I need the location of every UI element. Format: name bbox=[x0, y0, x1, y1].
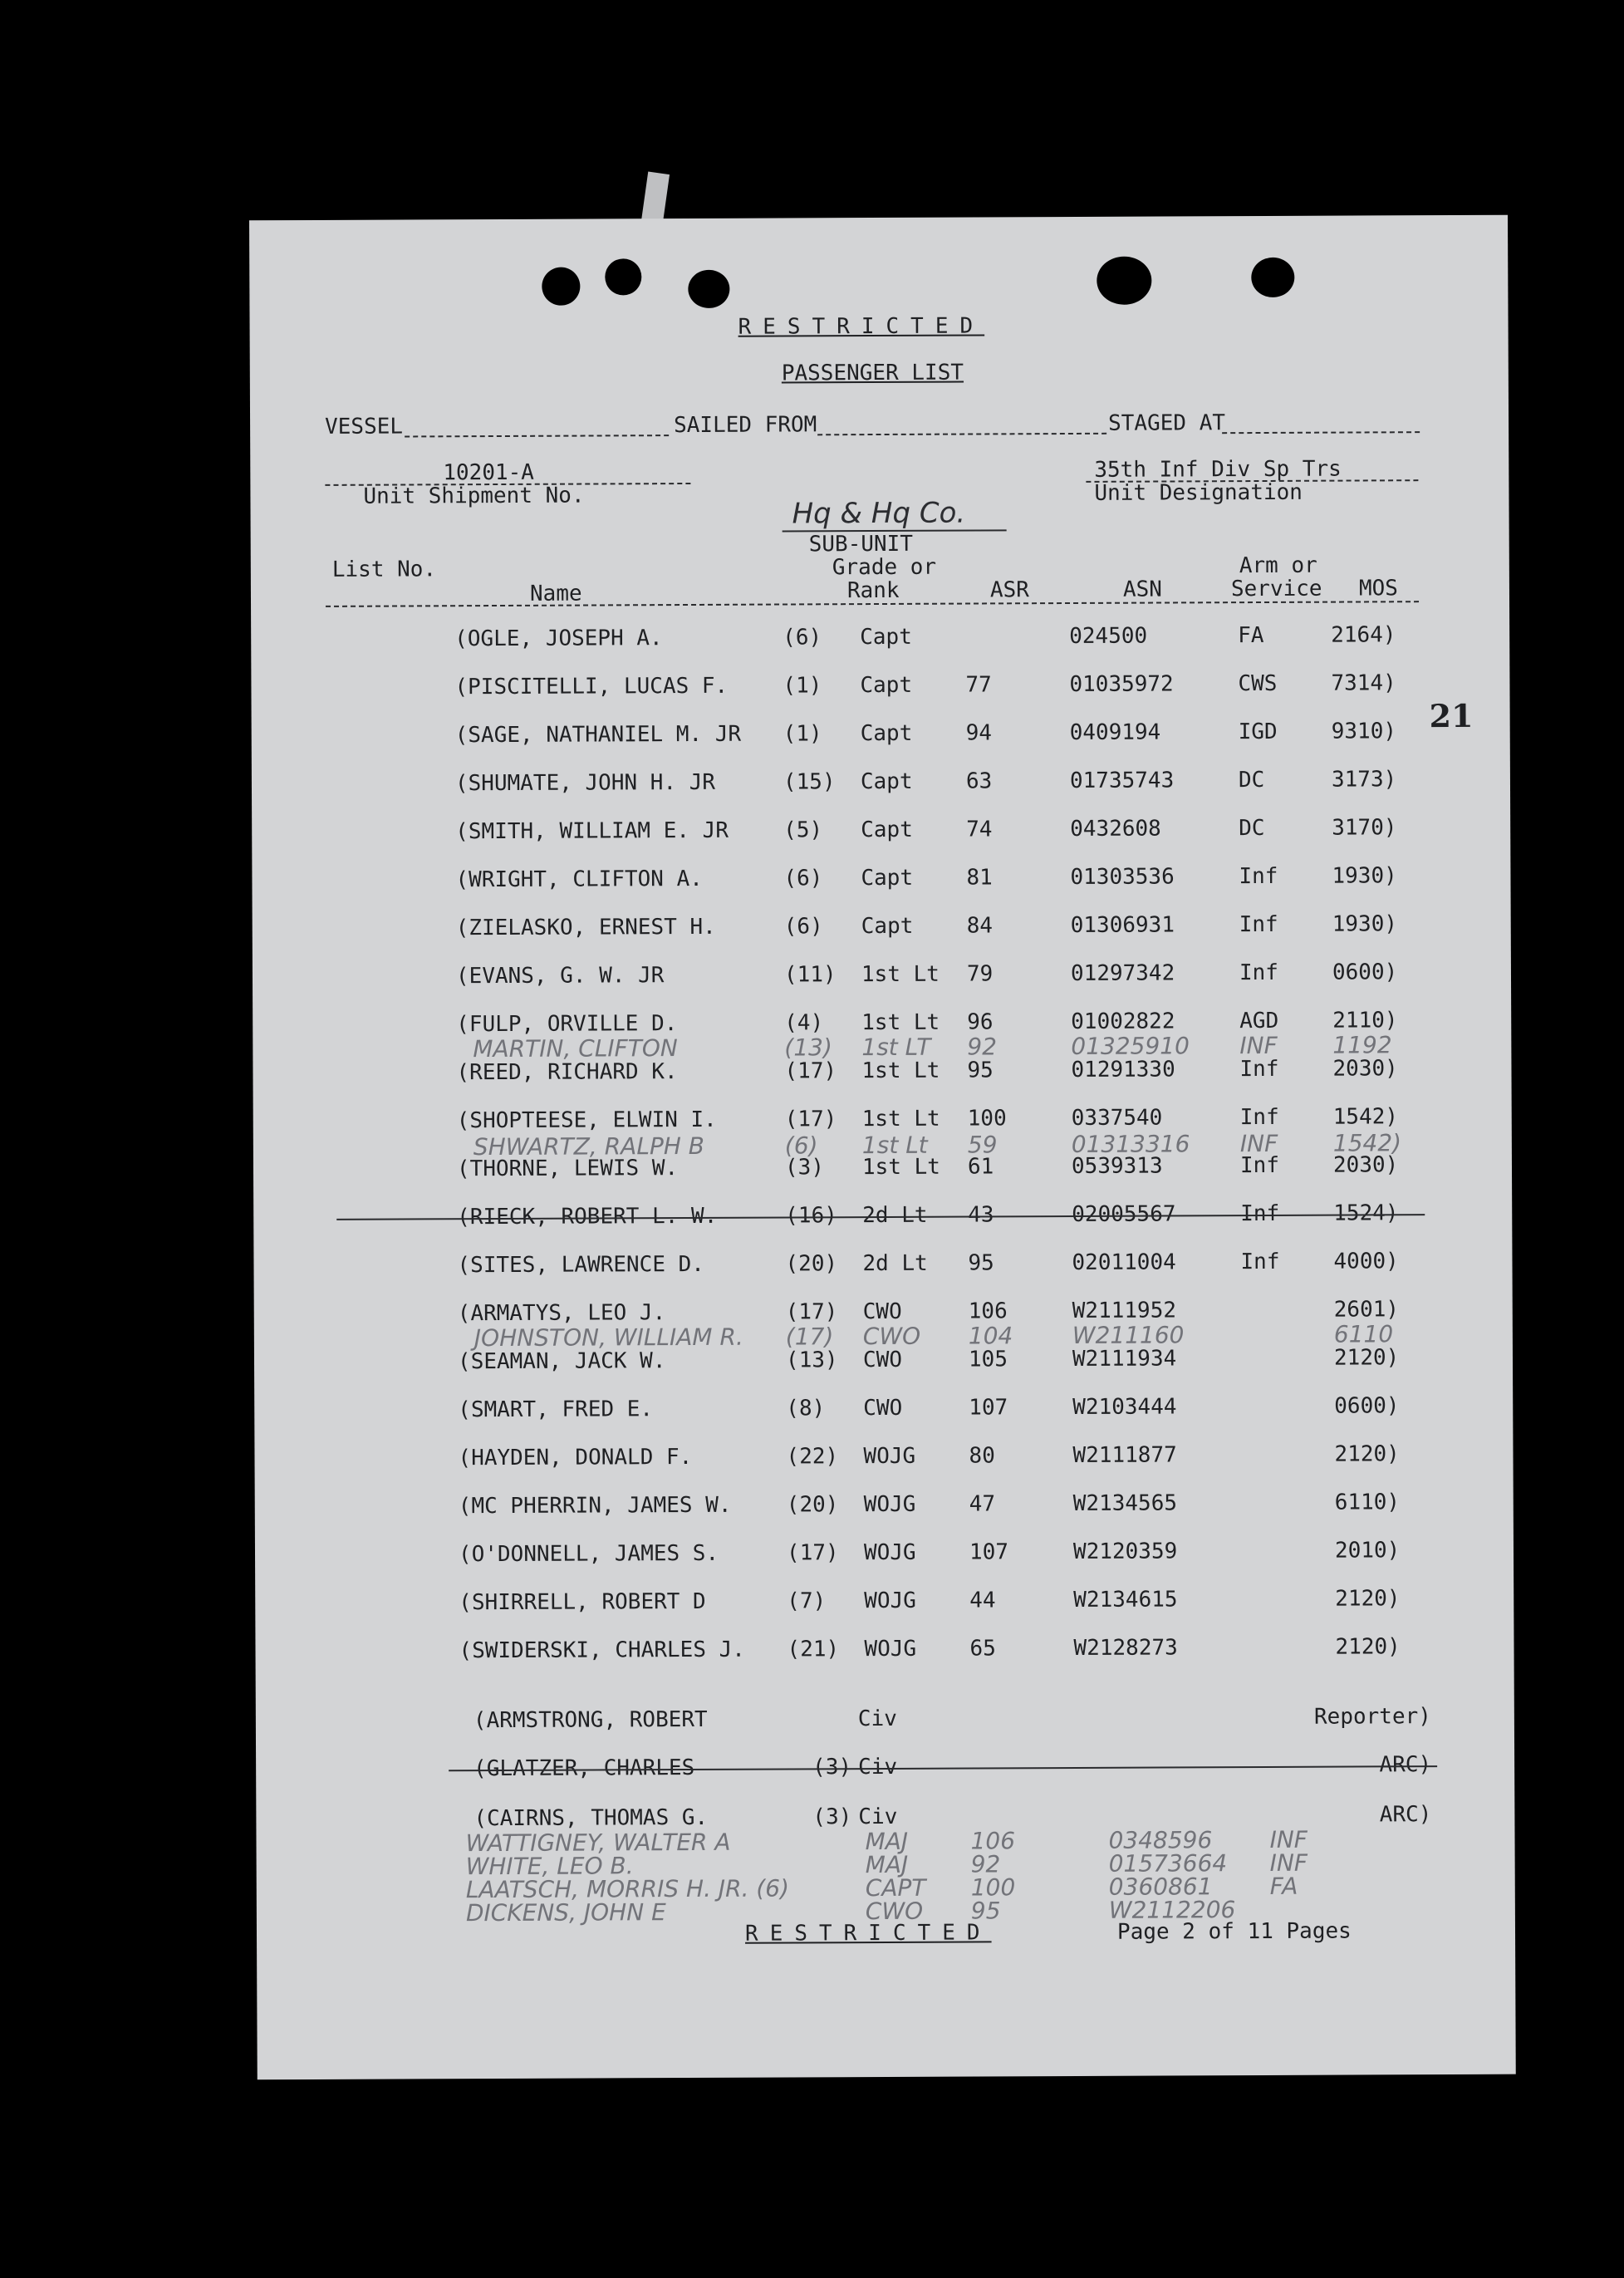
hw-cell-name: WHITE, LEO B. bbox=[465, 1852, 634, 1881]
table-row bbox=[255, 1490, 1514, 1529]
cell-asn: W2111952 bbox=[1072, 1298, 1177, 1323]
cell-asr: 74 bbox=[966, 817, 993, 842]
cell-rank: Civ bbox=[858, 1754, 898, 1780]
cell-name: (EVANS, G. W. JR bbox=[455, 963, 665, 989]
classification-top: RESTRICTED bbox=[738, 313, 985, 340]
cell-rank: WOJG bbox=[864, 1588, 916, 1614]
cell-grd: (1) bbox=[783, 721, 822, 747]
cell-mos: 3173) bbox=[1331, 767, 1397, 793]
cell-asr: 79 bbox=[966, 961, 994, 987]
unit-designation-label: Unit Designation bbox=[1094, 479, 1303, 506]
cell-asr: 84 bbox=[966, 913, 994, 939]
handwritten-row bbox=[253, 1129, 1512, 1163]
cell-asn: W2111934 bbox=[1072, 1346, 1177, 1372]
cell-grd: (3) bbox=[812, 1755, 852, 1780]
cell-name: (THORNE, LEWIS W. bbox=[456, 1156, 679, 1182]
hw-cell-asr: 106 bbox=[970, 1827, 1016, 1855]
cell-name: (SWIDERSKI, CHARLES J. bbox=[459, 1637, 745, 1664]
cell-asr: 107 bbox=[969, 1395, 1008, 1421]
cell-grd: (6) bbox=[783, 866, 823, 891]
punch-hole bbox=[605, 258, 641, 295]
cell-grd: (6) bbox=[783, 625, 822, 651]
cell-asn: 024500 bbox=[1069, 623, 1148, 650]
hw-cell-rank: 1st LT bbox=[861, 1033, 931, 1062]
cell-name: (CAIRNS, THOMAS G. bbox=[473, 1804, 709, 1832]
unit-shipment-value: 10201-A bbox=[443, 459, 534, 486]
cell-mos: 9310) bbox=[1331, 719, 1397, 744]
cell-name: (REED, RICHARD K. bbox=[456, 1059, 678, 1086]
hw-cell-asn: 0348596 bbox=[1108, 1826, 1213, 1854]
table-row bbox=[253, 1249, 1512, 1288]
hw-cell-rank: CWO bbox=[865, 1897, 924, 1926]
cell-asr: 105 bbox=[968, 1347, 1008, 1372]
cell-mos: 2164) bbox=[1331, 622, 1396, 648]
cell-arm: FA bbox=[1238, 622, 1264, 649]
cell-asr: 81 bbox=[966, 865, 993, 891]
table-row bbox=[252, 863, 1510, 902]
cell-mos: 2120) bbox=[1333, 1345, 1400, 1371]
classification-bottom: RESTRICTED bbox=[744, 1920, 992, 1947]
cell-grd: (3) bbox=[812, 1804, 852, 1830]
cell-name: (PISCITELLI, LUCAS F. bbox=[454, 673, 729, 700]
hw-cell-name: SHWARTZ, RALPH B bbox=[473, 1132, 705, 1161]
hw-cell-name: LAATSCH, MORRIS H. JR. (6) bbox=[465, 1874, 790, 1904]
hw-cell-grd: (13) bbox=[784, 1033, 832, 1062]
cell-mos: 2030) bbox=[1332, 1056, 1398, 1082]
cell-asn: 01291330 bbox=[1071, 1057, 1175, 1083]
cell-name: (RIECK, ROBERT L. W. bbox=[457, 1203, 718, 1230]
cell-mos: 0600) bbox=[1332, 960, 1398, 985]
cell-mos: 2030) bbox=[1332, 1152, 1399, 1178]
cell-arm: Inf bbox=[1239, 1152, 1280, 1179]
vessel-label: VESSEL bbox=[325, 414, 404, 439]
table-row bbox=[252, 815, 1510, 854]
cell-asn: 02005567 bbox=[1072, 1201, 1176, 1227]
cell-grd: (7) bbox=[787, 1588, 827, 1614]
cell-rank: CWO bbox=[863, 1395, 903, 1421]
cell-arm: Inf bbox=[1239, 1056, 1279, 1083]
staged-at-line bbox=[1222, 431, 1420, 434]
cell-asr: 96 bbox=[967, 1009, 994, 1035]
cell-asn: 0539313 bbox=[1071, 1153, 1163, 1179]
cell-grd: (17) bbox=[785, 1299, 838, 1325]
cell-name: (SHUMATE, JOHN H. JR bbox=[454, 769, 716, 797]
cell-name: (MC PHERRIN, JAMES W. bbox=[458, 1492, 732, 1519]
table-row bbox=[251, 670, 1509, 709]
col-asr: ASR bbox=[989, 577, 1029, 603]
cell-grd: (15) bbox=[783, 769, 836, 795]
cell-asn: 01035972 bbox=[1069, 671, 1174, 698]
page-info: Page 2 of 11 Pages bbox=[1116, 1918, 1352, 1945]
page-mark: 21 bbox=[1429, 696, 1474, 735]
cell-asn: 0432608 bbox=[1070, 816, 1161, 842]
punch-hole bbox=[1097, 257, 1151, 305]
handwritten-row bbox=[253, 1031, 1511, 1065]
col-list-no: List No. bbox=[331, 557, 437, 582]
cell-rank: Capt bbox=[860, 672, 913, 699]
cell-role: ARC) bbox=[1379, 1752, 1432, 1778]
hw-cell-arm: INF bbox=[1239, 1031, 1278, 1060]
hw-cell-asr: 104 bbox=[968, 1322, 1013, 1350]
cell-asn: W2134615 bbox=[1073, 1587, 1178, 1613]
table-row bbox=[255, 1538, 1514, 1577]
table-row bbox=[253, 960, 1511, 999]
cell-name: (SHIRRELL, ROBERT D bbox=[459, 1588, 706, 1616]
cell-grd: (8) bbox=[786, 1396, 826, 1421]
cell-asn: 02011004 bbox=[1072, 1249, 1176, 1275]
cell-asn: 0337540 bbox=[1071, 1105, 1163, 1131]
hw-cell-asn: 01573664 bbox=[1108, 1849, 1228, 1878]
cell-name: (O'DONNELL, JAMES S. bbox=[458, 1540, 719, 1568]
cell-rank: Capt bbox=[861, 913, 914, 940]
hw-cell-asr: 100 bbox=[970, 1873, 1016, 1902]
hw-cell-rank: 1st Lt bbox=[861, 1131, 928, 1160]
cell-asn: 01735743 bbox=[1069, 768, 1175, 794]
cell-grd: (13) bbox=[785, 1348, 838, 1373]
cell-grd: (4) bbox=[784, 1010, 824, 1036]
punch-hole bbox=[1251, 258, 1294, 297]
cell-arm: Inf bbox=[1240, 1249, 1280, 1275]
table-row bbox=[253, 911, 1511, 950]
cell-arm: DC bbox=[1239, 815, 1265, 842]
hw-cell-rank: CAPT bbox=[865, 1873, 926, 1902]
cell-role: ARC) bbox=[1379, 1802, 1432, 1828]
cell-asr: 44 bbox=[969, 1588, 996, 1613]
cell-grd: (17) bbox=[786, 1540, 839, 1566]
punch-hole bbox=[688, 270, 729, 308]
hw-cell-mos: 1542) bbox=[1332, 1129, 1402, 1157]
hw-cell-arm: FA bbox=[1269, 1872, 1298, 1900]
cell-grd: (17) bbox=[784, 1107, 837, 1132]
hw-cell-arm: INF bbox=[1269, 1825, 1308, 1853]
cell-asn: W2134565 bbox=[1072, 1490, 1178, 1516]
unit-shipment-label: Unit Shipment No. bbox=[363, 483, 585, 509]
cell-asr: 65 bbox=[969, 1636, 996, 1662]
cell-asn: 0409194 bbox=[1069, 719, 1161, 746]
cell-mos: 1930) bbox=[1332, 863, 1397, 889]
cell-asr: 107 bbox=[969, 1539, 1009, 1565]
hw-cell-mos: 1192 bbox=[1332, 1031, 1392, 1059]
table-row bbox=[255, 1634, 1514, 1673]
passenger-list-page bbox=[249, 215, 1516, 2080]
cell-asr: 95 bbox=[968, 1250, 994, 1276]
cell-rank: 2d Lt bbox=[862, 1202, 928, 1229]
hw-cell-rank: MAJ bbox=[865, 1850, 909, 1879]
table-row bbox=[255, 1586, 1514, 1625]
cell-rank: 2d Lt bbox=[862, 1250, 928, 1277]
cell-name: (GLATZER, CHARLES bbox=[473, 1755, 695, 1782]
cell-grd: (5) bbox=[783, 817, 823, 843]
hw-cell-grd: (6) bbox=[784, 1132, 818, 1160]
cell-name: (WRIGHT, CLIFTON A. bbox=[455, 866, 703, 893]
col-name: Name bbox=[529, 581, 582, 606]
hw-cell-grd: (17) bbox=[785, 1323, 834, 1351]
cell-grd: (22) bbox=[786, 1444, 839, 1470]
hw-cell-name: MARTIN, CLIFTON bbox=[473, 1034, 678, 1063]
cell-role: Reporter) bbox=[1313, 1704, 1431, 1730]
cell-mos: 2120) bbox=[1335, 1634, 1401, 1660]
vessel-line bbox=[405, 434, 669, 437]
cell-name: (ARMSTRONG, ROBERT bbox=[473, 1706, 708, 1734]
hw-cell-asn: 01325910 bbox=[1071, 1032, 1190, 1060]
cell-asn: 01306931 bbox=[1070, 912, 1175, 938]
cell-arm: Inf bbox=[1239, 960, 1279, 986]
cell-mos: 7314) bbox=[1331, 670, 1396, 696]
civilian-row bbox=[256, 1704, 1514, 1743]
cell-rank: WOJG bbox=[863, 1539, 916, 1566]
civilian-row bbox=[256, 1752, 1514, 1791]
cell-mos: 4000) bbox=[1333, 1249, 1399, 1274]
cell-asr: 63 bbox=[965, 768, 993, 794]
cell-grd: (17) bbox=[784, 1058, 837, 1084]
col-arm-2: Service bbox=[1230, 576, 1322, 602]
cell-grd: (20) bbox=[786, 1492, 839, 1518]
cell-name: (SAGE, NATHANIEL M. JR bbox=[454, 721, 742, 749]
table-row bbox=[252, 719, 1510, 758]
list-title: PASSENGER LIST bbox=[781, 360, 964, 386]
cell-rank: Civ bbox=[857, 1706, 897, 1732]
cell-arm: IGD bbox=[1238, 719, 1278, 745]
cell-mos: 2120) bbox=[1335, 1586, 1401, 1612]
cell-arm: AGD bbox=[1239, 1008, 1279, 1034]
hw-cell-rank: MAJ bbox=[865, 1827, 909, 1856]
cell-mos: 1542) bbox=[1332, 1104, 1399, 1130]
handwritten-row bbox=[254, 1320, 1513, 1354]
cell-grd: (6) bbox=[783, 914, 823, 940]
sub-unit-handwritten: Hq & Hq Co. bbox=[792, 496, 966, 531]
col-mos: MOS bbox=[1358, 576, 1398, 601]
cell-mos: 1524) bbox=[1333, 1200, 1399, 1226]
paper-tab bbox=[641, 171, 670, 223]
cell-grd: (3) bbox=[784, 1155, 825, 1181]
cell-asr: 77 bbox=[965, 672, 992, 698]
cell-mos: 2601) bbox=[1333, 1297, 1400, 1323]
hw-cell-name: WATTIGNEY, WALTER A bbox=[465, 1828, 731, 1858]
hw-cell-asr: 92 bbox=[967, 1033, 998, 1061]
cell-name: (SITES, LAWRENCE D. bbox=[457, 1251, 704, 1279]
sailed-from-line bbox=[817, 433, 1106, 436]
hw-cell-arm: INF bbox=[1269, 1848, 1308, 1877]
cell-name: (HAYDEN, DONALD F. bbox=[458, 1444, 693, 1471]
unit-designation-value: 35th Inf Div Sp Trs bbox=[1094, 456, 1342, 483]
cell-mos: 2010) bbox=[1334, 1538, 1401, 1564]
cell-rank: 1st Lt bbox=[861, 1009, 940, 1036]
cell-name: (SEAMAN, JACK W. bbox=[457, 1348, 666, 1375]
cell-name: (SHOPTEESE, ELWIN I. bbox=[456, 1107, 717, 1134]
cell-arm: Inf bbox=[1240, 1200, 1280, 1227]
col-asn: ASN bbox=[1122, 577, 1162, 602]
cell-grd: (1) bbox=[783, 673, 822, 699]
cell-grd: (16) bbox=[785, 1203, 837, 1229]
cell-name: (ARMATYS, LEO J. bbox=[457, 1300, 666, 1327]
hw-cell-name: DICKENS, JOHN E bbox=[465, 1898, 666, 1927]
cell-asn: 01297342 bbox=[1070, 960, 1175, 986]
cell-mos: 1930) bbox=[1332, 911, 1398, 937]
cell-rank: 1st Lt bbox=[861, 961, 940, 988]
hw-cell-rank: CWO bbox=[862, 1322, 921, 1351]
cell-rank: Capt bbox=[860, 768, 913, 795]
cell-rank: 1st Lt bbox=[861, 1106, 940, 1132]
cell-rank: WOJG bbox=[864, 1636, 917, 1662]
hw-cell-arm: INF bbox=[1239, 1129, 1278, 1158]
cell-mos: 0600) bbox=[1334, 1393, 1400, 1419]
cell-asr: 95 bbox=[967, 1058, 994, 1083]
cell-mos: 3170) bbox=[1332, 815, 1397, 841]
cell-arm: Inf bbox=[1239, 863, 1278, 890]
cell-name: (OGLE, JOSEPH A. bbox=[454, 626, 663, 652]
cell-arm: DC bbox=[1238, 767, 1265, 793]
cell-rank: Capt bbox=[860, 720, 913, 747]
cell-mos: 6110) bbox=[1334, 1490, 1401, 1515]
cell-rank: Capt bbox=[861, 817, 913, 843]
punch-hole bbox=[542, 268, 580, 306]
hw-cell-asn: W211160 bbox=[1072, 1321, 1185, 1349]
cell-rank: WOJG bbox=[863, 1443, 916, 1470]
hw-cell-asn: 0360861 bbox=[1108, 1873, 1213, 1901]
cell-asr: 94 bbox=[965, 720, 993, 746]
cell-name: (FULP, ORVILLE D. bbox=[456, 1011, 678, 1038]
cell-asn: W2128273 bbox=[1073, 1635, 1178, 1661]
cell-mos: 2110) bbox=[1332, 1008, 1398, 1033]
cell-asn: 01303536 bbox=[1070, 864, 1175, 890]
col-arm-1: Arm or bbox=[1239, 552, 1317, 579]
cell-rank: CWO bbox=[862, 1347, 903, 1373]
hw-cell-mos: 6110 bbox=[1333, 1320, 1394, 1348]
cell-mos: 2120) bbox=[1334, 1441, 1400, 1467]
cell-asr: 61 bbox=[967, 1154, 994, 1180]
hw-cell-asn: W2112206 bbox=[1108, 1896, 1236, 1924]
cell-name: (ZIELASKO, ERNEST H. bbox=[455, 914, 716, 941]
staged-at-label: STAGED AT bbox=[1108, 410, 1226, 436]
cell-asn: W2103444 bbox=[1072, 1394, 1177, 1420]
cell-rank: 1st Lt bbox=[861, 1058, 940, 1084]
table-row bbox=[253, 1200, 1512, 1240]
cell-rank: 1st Lt bbox=[861, 1154, 940, 1181]
hw-cell-asr: 95 bbox=[970, 1897, 1001, 1925]
cell-asr: 47 bbox=[969, 1491, 996, 1517]
cell-arm: CWS bbox=[1238, 670, 1278, 697]
table-row bbox=[252, 767, 1510, 806]
hw-cell-asr: 92 bbox=[970, 1850, 1001, 1878]
cell-rank: Capt bbox=[860, 624, 912, 651]
sub-unit-label: SUB-UNIT bbox=[808, 531, 914, 557]
cell-grd: (11) bbox=[783, 962, 837, 988]
col-grade-1: Grade or bbox=[832, 554, 937, 581]
hw-cell-name: JOHNSTON, WILLIAM R. bbox=[473, 1323, 743, 1353]
cell-arm: Inf bbox=[1239, 911, 1278, 938]
cell-rank: Civ bbox=[858, 1804, 898, 1830]
cell-rank: Capt bbox=[861, 865, 914, 891]
cell-rank: WOJG bbox=[863, 1491, 916, 1518]
table-row bbox=[251, 622, 1509, 661]
table-row bbox=[254, 1393, 1513, 1432]
cell-arm: Inf bbox=[1239, 1104, 1279, 1131]
cell-asn: W2120359 bbox=[1072, 1539, 1178, 1564]
cell-asr: 106 bbox=[968, 1299, 1008, 1324]
hw-cell-asr: 59 bbox=[967, 1131, 998, 1159]
cell-asr: 43 bbox=[968, 1202, 994, 1228]
cell-grd: (20) bbox=[785, 1251, 838, 1277]
cell-grd: (21) bbox=[787, 1637, 840, 1662]
cell-name: (SMART, FRED E. bbox=[458, 1397, 654, 1423]
cell-asr: 80 bbox=[969, 1443, 995, 1469]
hw-cell-asn: 01313316 bbox=[1071, 1130, 1190, 1158]
cell-asn: 01002822 bbox=[1071, 1009, 1175, 1034]
table-row bbox=[254, 1441, 1513, 1480]
cell-asr: 100 bbox=[967, 1106, 1007, 1132]
sailed-from-label: SAILED FROM bbox=[674, 412, 817, 439]
col-grade-2: Rank bbox=[846, 577, 900, 604]
cell-asn: W2111877 bbox=[1072, 1442, 1177, 1468]
cell-rank: CWO bbox=[862, 1299, 902, 1325]
cell-name: (SMITH, WILLIAM E. JR bbox=[455, 817, 729, 845]
